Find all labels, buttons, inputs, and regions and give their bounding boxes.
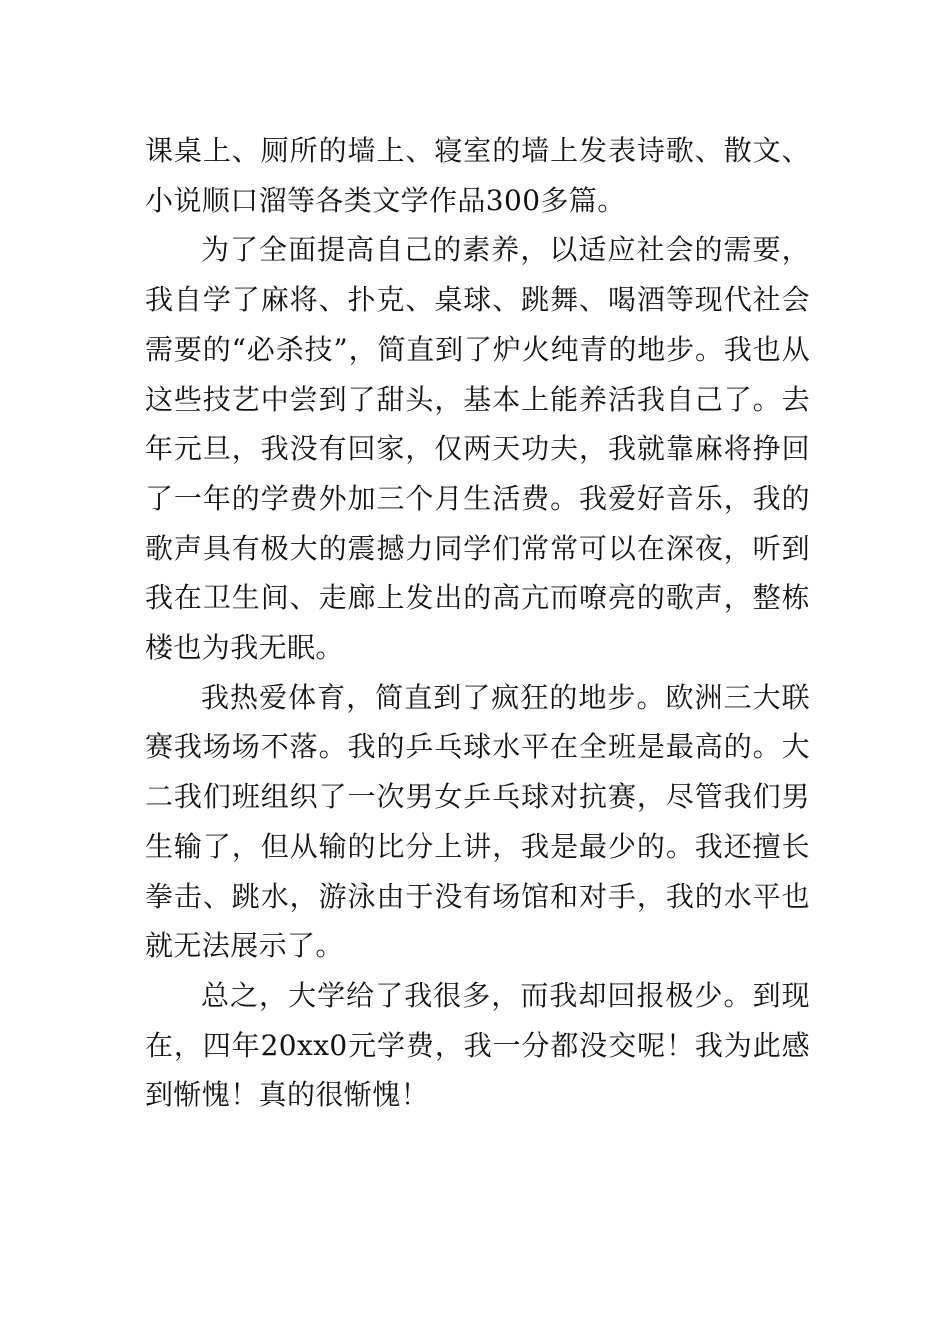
document-body — [145, 126, 810, 1120]
paragraph-2: 为了全面提高自己的素养，以适应社会的需要，我自学了麻将、扑克、桌球、跳舞、喝酒等现代社会需要的“必杀技”，简直到了炉火纯青的地步。我也从这些技艺中尝到了甜头，基本上能养活我自己了。去年元旦，我没有回家，仅两天功夫，我就靠麻将挣回了一年的学费外加三个月生活费。我爱好音乐，我的歌声具有极大的震撼力同学们常常可以在深夜，听到我在卫生间、走廊上发出的高亢而嘹亮的歌声，整栋楼也为我无眠。 — [145, 233, 810, 665]
paragraph-1: 课桌上、厕所的墙上、寝室的墙上发表诗歌、散文、小说顺口溜等各类文学作品300多篇。 — [145, 134, 810, 217]
paragraph-3: 我热爱体育，简直到了疯狂的地步。欧洲三大联赛我场场不落。我的乒乓球水平在全班是最高的。大二我们班组织了一次男女乒乓球对抗赛，尽管我们男生输了，但从输的比分上讲，我是最少的。我还擅长拳击、跳水，游泳由于没有场馆和对手，我的水平也就无法展示了。 — [145, 680, 810, 963]
paragraph-4: 总之，大学给了我很多，而我却回报极少。到现在，四年20xx0元学费，我一分都没交呢！我为此感到惭愧！真的很惭愧！ — [145, 978, 810, 1112]
